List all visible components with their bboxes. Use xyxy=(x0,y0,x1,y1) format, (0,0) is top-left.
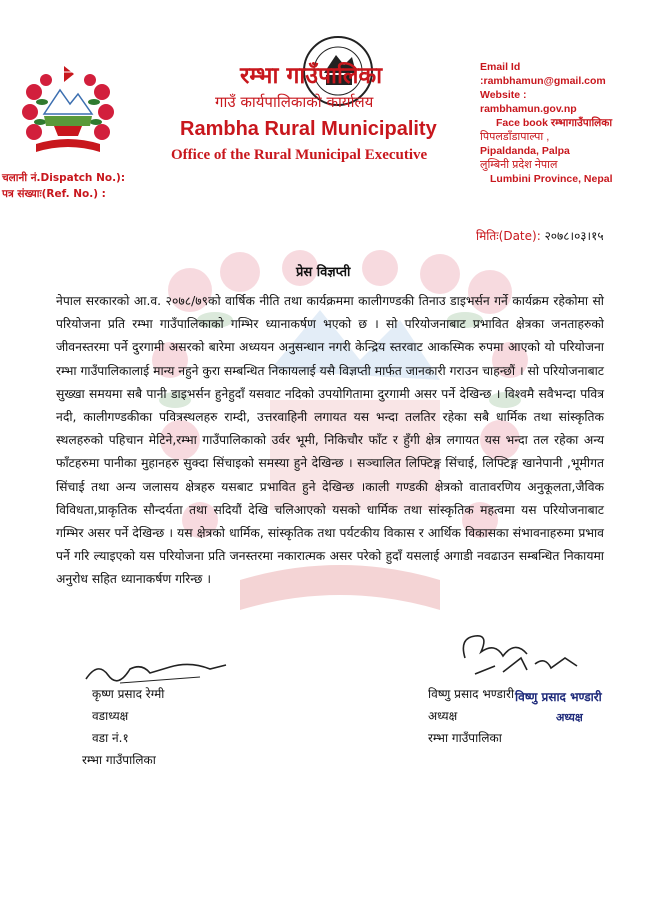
municipality-name-nepali: रम्भा गाउँपालिका xyxy=(240,62,383,89)
municipality-name-english: Rambha Rural Municipality xyxy=(180,118,437,140)
date-value: २०७८।०३।१५ xyxy=(544,229,604,243)
signatory-ward-chair xyxy=(82,683,165,771)
email-label: Email Id xyxy=(480,61,521,73)
signatory-left-title: वडाध्यक्ष xyxy=(92,709,129,723)
website-value[interactable]: rambhamun.gov.np xyxy=(480,103,577,115)
date-label: मितिः(Date): xyxy=(476,229,545,243)
province-english: Lumbini Province, Nepal xyxy=(490,173,613,185)
dispatch-ref-block xyxy=(2,170,125,202)
signatory-left-ward: वडा नं.१ xyxy=(92,731,129,745)
signatory-chairperson xyxy=(428,683,514,749)
address-line-1: पिपलडाँडापाल्पा , xyxy=(480,131,550,143)
ref-label: पत्र संख्याः(Ref. No.) : xyxy=(2,188,106,200)
province-nepali: लुम्बिनी प्रदेश नेपाल xyxy=(480,159,558,171)
address-line-2: Pipaldanda, Palpa xyxy=(480,145,570,157)
right-signature-icon xyxy=(455,628,585,680)
office-name-english: Office of the Rural Municipal Executive xyxy=(171,147,428,163)
date-line xyxy=(476,227,604,244)
nepal-emblem-icon xyxy=(20,64,116,160)
signatory-left-office: रम्भा गाउँपालिका xyxy=(82,753,156,767)
chairperson-stamp: विष्णु प्रसाद भण्डारी xyxy=(515,690,602,704)
office-name-nepali: गाउँ कार्यपालिकाको कार्यालय xyxy=(215,93,374,111)
email-value[interactable]: :rambhamun@gmail.com xyxy=(480,75,606,87)
website-label: Website : xyxy=(480,89,527,101)
signatory-right-name: विष्णु प्रसाद भण्डारी xyxy=(428,687,515,701)
dispatch-label: चलानी नं.Dispatch No.): xyxy=(2,172,126,184)
contact-block xyxy=(480,60,658,186)
facebook-line: Face book रम्भागाउँपालिका xyxy=(496,117,613,129)
signatory-left-name: कृष्ण प्रसाद रेग्मी xyxy=(92,687,165,701)
signatory-right-office: रम्भा गाउँपालिका xyxy=(428,731,502,745)
signatory-right-title: अध्यक्ष xyxy=(428,709,458,723)
press-release-heading: प्रेस विज्ञप्ती xyxy=(296,265,351,280)
letter-body: नेपाल सरकारको आ.व. २०७८/७९को वार्षिक नीति तथा कार्यक्रममा कालीगण्डकी तिनाउ डाइभर्सन गर्ने कार्यक्रम रहेकोमा सो परियोजना प्रति रम्भा गाउँपालिकाको गम्भिर ध्यानाकर्षण भएको छ । सो परियोजनाबाट प्रभावित क्षेत्रका जनताहरुको जीवनस्तरमा पर्ने दुरगामी असरको बारेमा अध्ययन अनुसन्धान नगरी केन्द्रिय स्तरवाट आकस्मिक रुपमा आएको यो परियोजना रम्भा गाउँपालिकालाई मान्य नहुने कुरा सम्बन्धित निकायलाई यसै विज्ञप्ती मार्फत जानकारी गराउन चाहन्छौं । सो परियोजनाबाट सुख्खा समयमा सबै पानी डाइभर्सन हुनेहुदाँ यसवाट नदिको उपयोगितामा दुरगामी असर पर्ने देखिन्छ । विश्वमै सवैभन्दा पवित्र नदी, कालीगण्डकीका पवित्रस्थलहरु राम्दी, उत्तरवाहिनी लगायत यस भन्दा तलतिर रहेका सबै धार्मिक तथा सांस्कृतिक स्थलहरुको पहिचान मेटिने,रम्भा गाउँपालिकाको उर्वर भूमी, निकिचौर फाँट र हुँगी क्षेत्र लगायत यस भन्दा तल रहेका अन्य फाँटहरुमा पानीका मुहानहरु सुक्दा सिंचाइको समस्या हुने देखिन्छ । सञ्चालित लिफ्टिङ्ग सिंचाई, लिफ्टिङ्ग खानेपानी ,भूमीगत सिंचाई तथा अन्य जलासय क्षेत्रहरु यसबाट प्रभावित हुने देखिन्छ ।काली गण्डकी क्षेत्रको वातावरणिय अनुकूलता,जैविक विविधता,प्राकृतिक सौन्दर्यता तथा सदियौं देखि चलिआएको यसको धार्मिक तथा सांस्कृतिक महत्वमा यस परियोजनाबाट गम्भिर असर पर्ने देखिन्छ । यस क्षेत्रको धार्मिक, सांस्कृतिक तथा पर्यटकीय विकास र आर्थिक विकासका संभावनाहरुमा प्रभाव पर्ने गरि ल्याइएको यस परियोजना प्रति जनस्तरमा नकारात्मक असर परेको हुदाँ यसलाई अगाडी नवढाउन सम्बन्धित निकायमा अनुरोध सहित ध्यानाकर्षण गरिन्छ । xyxy=(56,294,604,587)
chairperson-stamp-title: अध्यक्ष xyxy=(556,711,583,724)
